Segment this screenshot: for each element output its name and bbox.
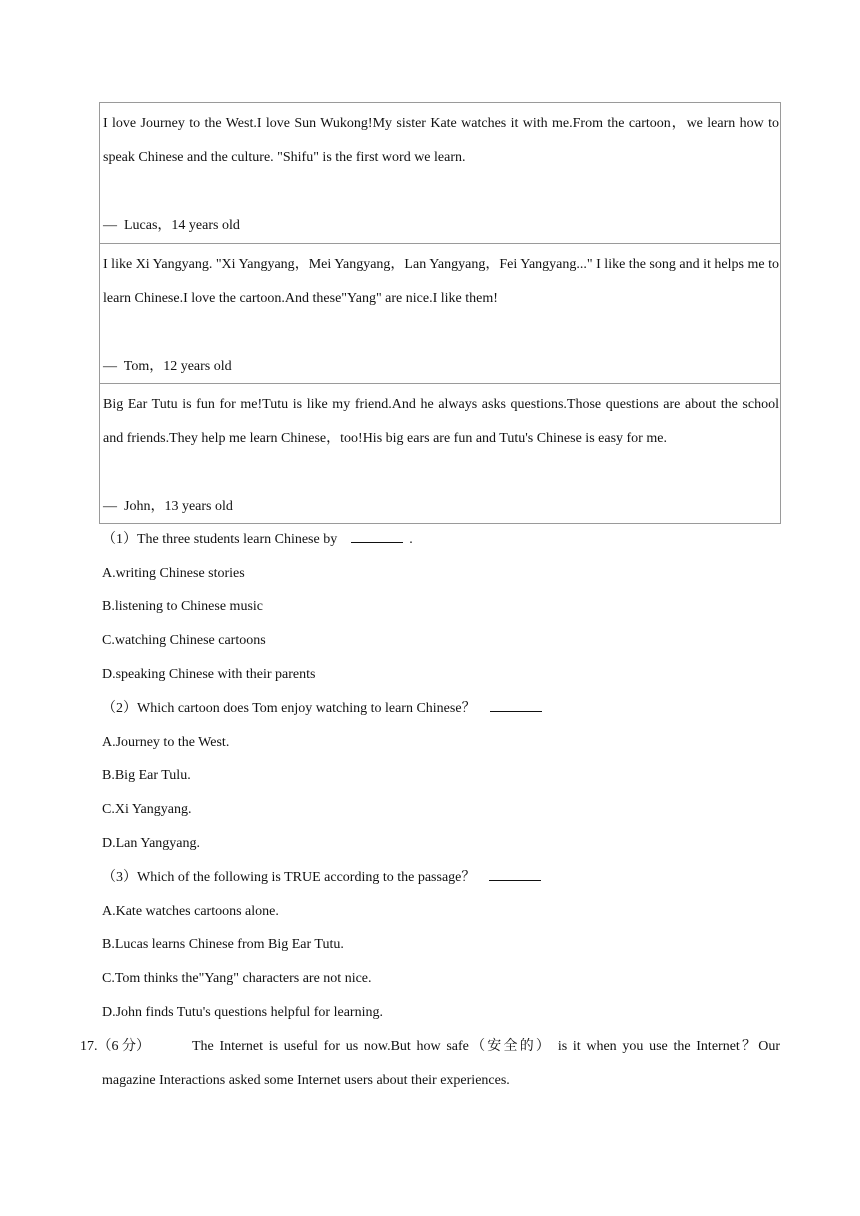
option-a[interactable]: A.Kate watches cartoons alone. <box>102 903 279 919</box>
question-3 <box>102 861 792 1029</box>
question-stem <box>102 861 792 895</box>
question-17-line-2: magazine Interactions asked some Internet users about their experiences. <box>102 1073 510 1088</box>
option-c[interactable]: C.Tom thinks the"Yang" characters are not nice. <box>102 971 372 987</box>
question-17-line-1 <box>80 1030 782 1064</box>
passage-text: I like Xi Yangyang. "Xi Yangyang，Mei Yangyang，Lan Yangyang，Fei Yangyang..." I like the song and it helps me to learn Chinese.I love the cartoon.And these"Yang" are nice.I like them! <box>103 257 779 306</box>
option-d[interactable]: D.John finds Tutu's questions helpful for learning. <box>102 1004 383 1020</box>
answer-blank[interactable] <box>489 879 541 881</box>
option-d[interactable]: D.speaking Chinese with their parents <box>102 666 316 682</box>
question-intro: The Internet is useful for us now.But how safe（安全的） is it when you use the Internet？Our <box>192 1039 780 1054</box>
option-b[interactable]: B.Big Ear Tulu. <box>102 768 191 784</box>
passage-cell-john <box>100 383 780 523</box>
question-17 <box>80 1030 782 1098</box>
option-a[interactable]: A.Journey to the West. <box>102 734 230 750</box>
option-b[interactable]: B.listening to Chinese music <box>102 599 263 615</box>
option-c[interactable]: C.watching Chinese cartoons <box>102 633 266 649</box>
option-b[interactable]: B.Lucas learns Chinese from Big Ear Tutu. <box>102 937 344 953</box>
passage-signature: — John，13 years old <box>103 499 233 514</box>
passage-table <box>99 102 781 524</box>
answer-blank[interactable] <box>351 541 403 543</box>
question-stem <box>102 523 792 557</box>
option-d[interactable]: D.Lan Yangyang. <box>102 835 200 851</box>
option-c[interactable]: C.Xi Yangyang. <box>102 802 192 818</box>
question-stem-text: （1）The three students learn Chinese by <box>102 532 338 547</box>
question-number: 17.（6 分） <box>80 1039 150 1054</box>
passage-text: I love Journey to the West.I love Sun Wukong!My sister Kate watches it with me.From the cartoon，we learn how to speak Chinese and the culture. "Shifu" is the first word we learn. <box>103 116 779 165</box>
passage-cell-lucas <box>100 103 780 243</box>
passage-text: Big Ear Tutu is fun for me!Tutu is like my friend.And he always asks questions.Those questions are about the school and friends.They help me learn Chinese，too!His big ears are fun and Tutu's Chinese is easy for me. <box>103 397 779 446</box>
passage-signature: — Tom，12 years old <box>103 359 232 374</box>
question-2 <box>102 692 792 860</box>
answer-blank[interactable] <box>490 710 542 712</box>
question-stem-text: （2）Which cartoon does Tom enjoy watching to learn Chinese？ <box>102 701 476 716</box>
question-1 <box>102 523 792 691</box>
question-stem-trail: . <box>409 532 413 547</box>
passage-cell-tom <box>100 243 780 383</box>
question-stem <box>102 692 792 726</box>
option-a[interactable]: A.writing Chinese stories <box>102 565 245 581</box>
passage-signature: — Lucas，14 years old <box>103 218 240 233</box>
question-stem-text: （3）Which of the following is TRUE according to the passage？ <box>102 870 476 885</box>
